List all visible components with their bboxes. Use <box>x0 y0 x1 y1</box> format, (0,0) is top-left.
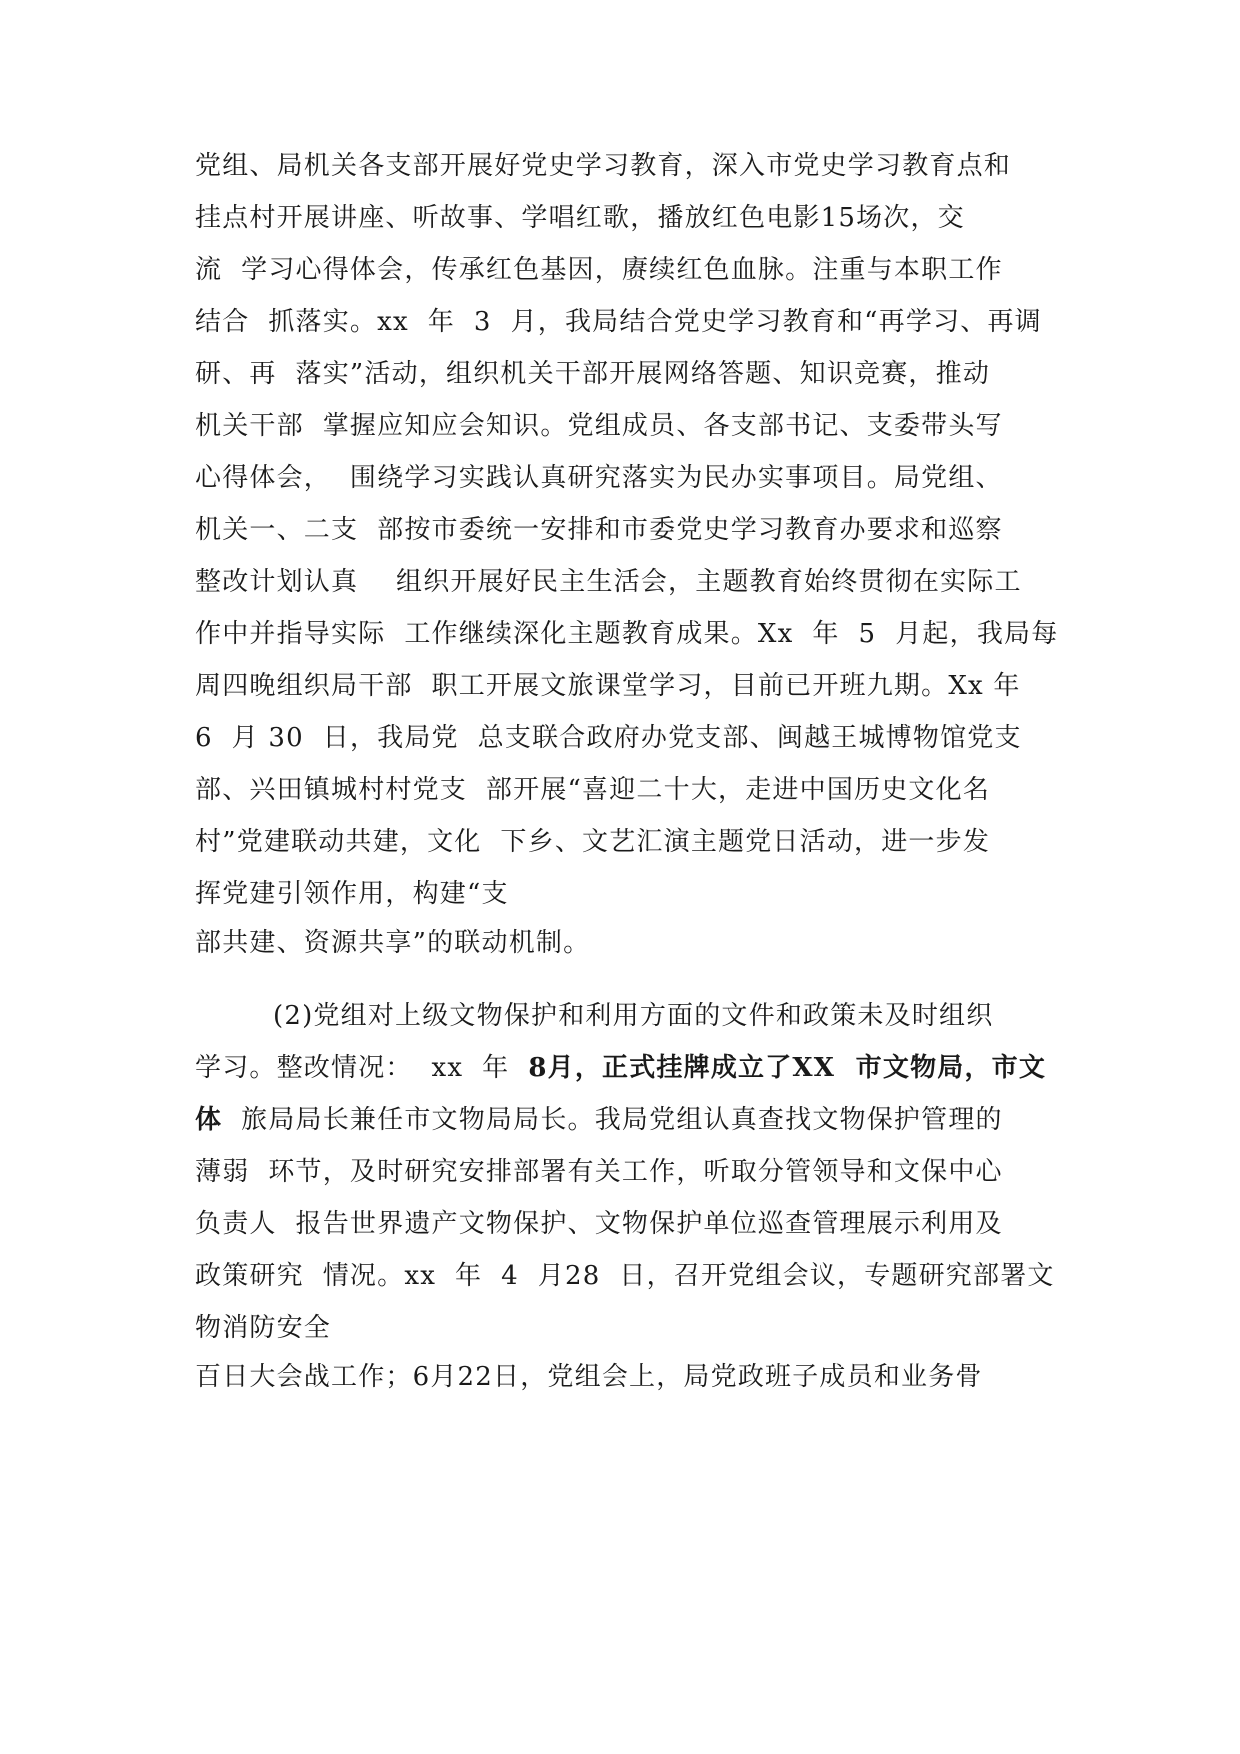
text-line: 周四晚组织局干部 职工开展文旅课堂学习，目前已开班九期。Xx 年 <box>195 671 1021 701</box>
text-line: 物消防安全 <box>195 1313 332 1343</box>
text-line: 机关一、二支 部按市委统一安排和市委党史学习教育办要求和巡察 <box>195 515 1003 545</box>
text-line: (2)党组对上级文物保护和利用方面的文件和政策未及时组织 <box>273 1001 994 1031</box>
text-line: 村”党建联动共建，文化 下乡、文艺汇演主题党日活动，进一步发 <box>195 827 991 857</box>
text-line: 6 月 30 日，我局党 总支联合政府办党支部、闽越王城博物馆党支 <box>195 723 1022 753</box>
text-line: 百日大会战工作；6月22日，党组会上，局党政班子成员和业务骨 <box>195 1362 983 1392</box>
text-line: 政策研究 情况。xx 年 4 月28 日，召开党组会议，专题研究部署文 <box>195 1261 1055 1291</box>
text-line: 党组、局机关各支部开展好党史学习教育，深入市党史学习教育点和 <box>195 151 1012 181</box>
text-line: 挂点村开展讲座、听故事、学唱红歌，播放红色电影15场次，交 <box>195 203 965 233</box>
text-run: 学习。整改情况： xx 年 <box>195 1053 529 1083</box>
text-line: 结合 抓落实。xx 年 3 月，我局结合党史学习教育和“再学习、再调 <box>195 307 1042 337</box>
text-line: 负责人 报告世界遗产文物保护、文物保护单位巡查管理展示利用及 <box>195 1209 1003 1239</box>
text-line: 挥党建引领作用，构建“支 <box>195 879 509 909</box>
text-line: 整改计划认真 组织开展好民主生活会，主题教育始终贯彻在实际工 <box>195 567 1022 597</box>
text-line: 部共建、资源共享”的联动机制。 <box>195 928 591 958</box>
text-line: 薄弱 环节，及时研究安排部署有关工作，听取分管领导和文保中心 <box>195 1157 1003 1187</box>
text-line: 机关干部 掌握应知应会知识。党组成员、各支部书记、支委带头写 <box>195 411 1003 441</box>
text-run: 旅局局长兼任市文物局局长。我局党组认真查找文物保护管理的 <box>222 1105 1003 1135</box>
text-line: 流 学习心得体会，传承红色基因，赓续红色血脉。注重与本职工作 <box>195 255 1003 285</box>
bold-text-run: 8月，正式挂牌成立了XX 市文物局，市文 <box>528 1053 1047 1083</box>
text-line <box>195 1052 1046 1084</box>
text-line: 研、再 落实”活动，组织机关干部开展网络答题、知识竞赛，推动 <box>195 359 991 389</box>
text-line: 作中并指导实际 工作继续深化主题教育成果。Xx 年 5 月起，我局每 <box>195 619 1059 649</box>
text-line: 部、兴田镇城村村党支 部开展“喜迎二十大，走进中国历史文化名 <box>195 775 991 805</box>
text-line: 心得体会， 围绕学习实践认真研究落实为民办实事项目。局党组、 <box>195 463 1003 493</box>
text-line <box>195 1104 1003 1136</box>
bold-text-run: 体 <box>195 1105 223 1135</box>
